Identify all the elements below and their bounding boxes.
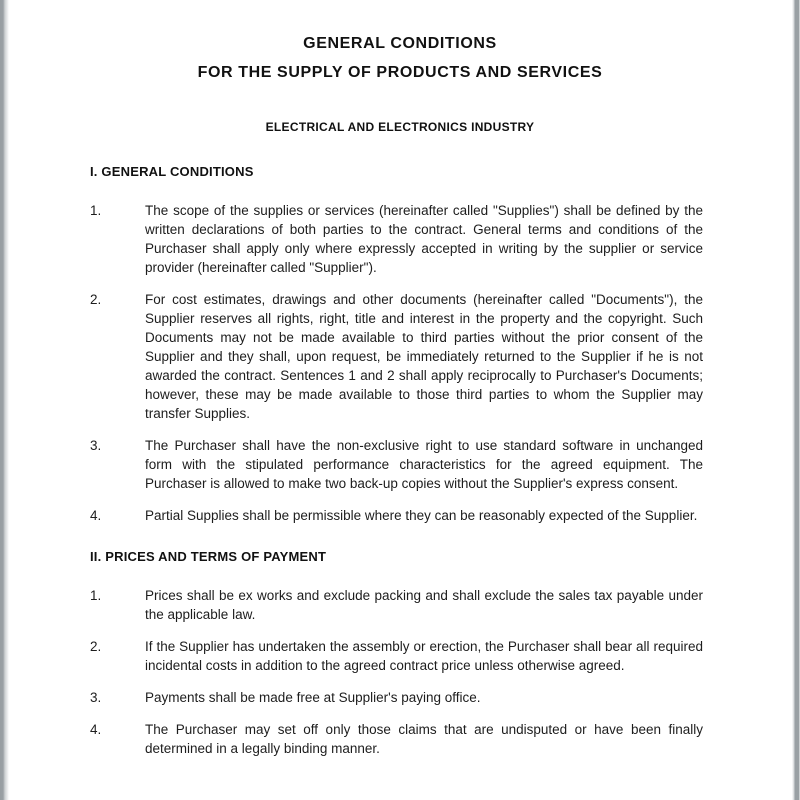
clause-text: The Purchaser shall have the non-exclusive right to use standard software in unchanged form with the stipulated performance characteristics for the agreed equipment. The Purchaser is allowed to make two back-up copies without the Supplier's express consent. [145, 438, 703, 491]
clause-number: 3. [90, 438, 102, 453]
document-header [0, 0, 800, 135]
clause-number: 1. [90, 203, 102, 218]
page-edge-right [792, 0, 800, 800]
clause-number: 4. [90, 508, 102, 523]
clause-number: 4. [90, 722, 102, 737]
section-prices-and-terms-of-payment [90, 549, 703, 758]
clause [90, 586, 703, 624]
section-general-conditions [90, 164, 703, 525]
clause [90, 290, 703, 423]
clause-text: Prices shall be ex works and exclude packing and shall exclude the sales tax payable under the applicable law. [145, 588, 703, 622]
clause-text: The scope of the supplies or services (hereinafter called "Supplies") shall be defined by the written declarations of both parties to the contract. General terms and conditions of the Purchaser shall apply only where expressly accepted in writing by the supplier or service provider (hereinafter called "Supplier"). [145, 203, 703, 275]
clause-text: Partial Supplies shall be permissible where they can be reasonably expected of the Supplier. [145, 508, 698, 523]
clause [90, 720, 703, 758]
clause-text: For cost estimates, drawings and other documents (hereinafter called "Documents"), the Supplier reserves all rights, right, title and interest in the property and the copyright. Such Documents may not be made available to third parties without the prior consent of the Supplier and they shall, upon request, be immediately returned to the Supplier if he is not awarded the contract. Sentences 1 and 2 shall apply reciprocally to Purchaser's Documents; however, these may be made available to those third parties to whom the Supplier may transfer Supplies. [145, 292, 703, 421]
document-title-line-1: GENERAL CONDITIONS [303, 35, 497, 52]
section-heading: II. PRICES AND TERMS OF PAYMENT [90, 549, 327, 564]
clause-number: 2. [90, 639, 102, 654]
clause-number: 2. [90, 292, 102, 307]
clause-text: If the Supplier has undertaken the assembly or erection, the Purchaser shall bear all required incidental costs in addition to the agreed contract price unless otherwise agreed. [145, 639, 703, 673]
clause [90, 637, 703, 675]
clause-text: The Purchaser may set off only those claims that are undisputed or have been finally determined in a legally binding manner. [145, 722, 703, 756]
clause-text: Payments shall be made free at Supplier's paying office. [145, 690, 481, 705]
page-edge-left [0, 0, 9, 800]
clause [90, 688, 703, 707]
clause-number: 1. [90, 588, 102, 603]
clause [90, 506, 703, 525]
clause [90, 436, 703, 493]
clause [90, 201, 703, 277]
document-body [90, 164, 703, 758]
document-subtitle: ELECTRICAL AND ELECTRONICS INDUSTRY [265, 120, 535, 134]
document-title-line-2: FOR THE SUPPLY OF PRODUCTS AND SERVICES [197, 64, 603, 81]
clause-number: 3. [90, 690, 102, 705]
section-heading: I. GENERAL CONDITIONS [90, 164, 254, 179]
